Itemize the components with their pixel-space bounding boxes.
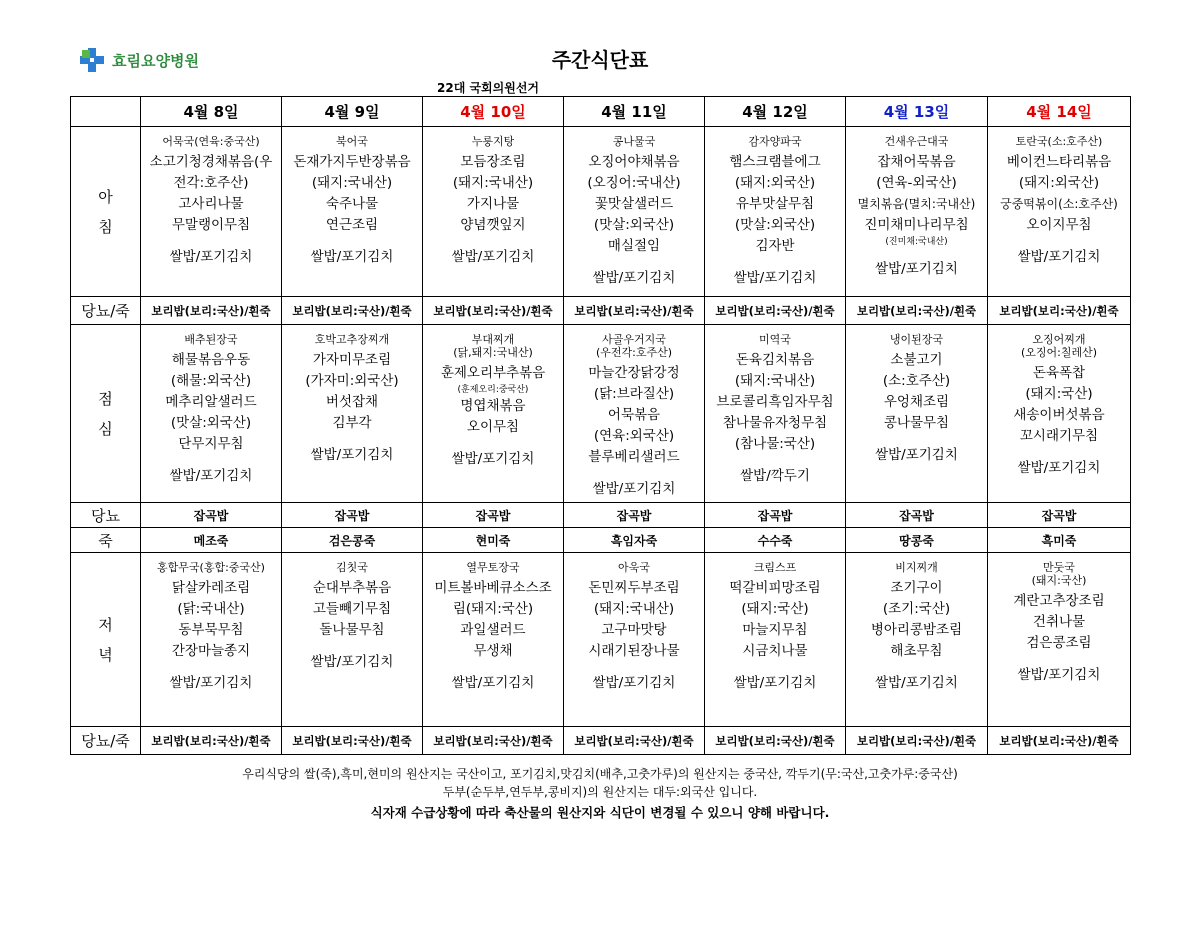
corner-cell xyxy=(71,97,141,127)
dish-item: (연육-외국산) xyxy=(876,175,957,191)
menu-cell xyxy=(282,553,423,727)
dish-item: (오징어:국내산) xyxy=(587,175,681,191)
dish-item: (조기:국산) xyxy=(882,601,951,617)
soup-label: 냉이된장국 xyxy=(889,333,944,346)
dish-item: (돼지:국내산) xyxy=(452,175,534,191)
diet-cell: 보리밥(보리:국산)/흰죽 xyxy=(705,297,846,325)
day-header: 4월 10일 xyxy=(423,97,564,127)
dish-item: (돼지:국내산) xyxy=(593,601,675,617)
dish-item: 가지나물 xyxy=(466,196,520,212)
dish-item: 김부각 xyxy=(332,415,372,431)
dish-item: 소불고기 xyxy=(890,352,943,368)
dish-item: 매실절임 xyxy=(607,238,661,254)
dish-item: 어묵볶음 xyxy=(607,407,661,423)
dish-item: (소:호주산) xyxy=(882,373,951,389)
dish-item: 유부맛살무침 xyxy=(735,196,815,212)
diet-cell: 보리밥(보리:국산)/흰죽 xyxy=(564,727,705,755)
rice-kimchi-item: 쌀밥/포기김치 xyxy=(451,675,535,691)
day-header: 4월 13일 xyxy=(846,97,988,127)
dish-item: 훈제오리부추볶음 xyxy=(440,365,546,381)
menu-cell xyxy=(423,127,564,297)
rice-kimchi-item: 쌀밥/포기김치 xyxy=(451,249,535,265)
dish-item: 가자미무조림 xyxy=(312,352,392,368)
menu-cell xyxy=(705,127,846,297)
dish-item: 고사리나물 xyxy=(178,196,244,212)
meal-label-breakfast: 아 침 xyxy=(71,127,141,297)
dish-item: 꽃맛살샐러드 xyxy=(594,196,674,212)
dish-item: 동부묵무침 xyxy=(178,622,244,638)
day-header: 4월 9일 xyxy=(282,97,423,127)
menu-cell xyxy=(705,553,846,727)
dish-item: 메추리알샐러드 xyxy=(165,394,257,410)
dish-item: 꼬시래기무침 xyxy=(1019,428,1099,444)
menu-cell xyxy=(988,325,1131,503)
row-label-diet-porridge: 당뇨/죽 xyxy=(71,727,141,755)
diet-cell: 보리밥(보리:국산)/흰죽 xyxy=(564,297,705,325)
porridge-cell: 메조죽 xyxy=(141,528,282,553)
dish-item: (훈제오리:중국산) xyxy=(457,385,529,395)
dinner-diet-row xyxy=(71,727,1131,755)
breakfast-diet-row xyxy=(71,297,1131,325)
diet-cell: 보리밥(보리:국산)/흰죽 xyxy=(282,297,423,325)
diet-cell: 보리밥(보리:국산)/흰죽 xyxy=(988,727,1131,755)
dish-item: 멸치볶음(멸치:국내산) xyxy=(857,197,976,211)
dish-item: 마늘지무침 xyxy=(742,622,808,638)
dish-item: 떡갈비피망조림 xyxy=(729,580,821,596)
menu-cell xyxy=(141,325,282,503)
dish-item: 마늘간장닭강정 xyxy=(588,365,680,381)
rice-kimchi-item: 쌀밥/포기김치 xyxy=(1017,460,1101,476)
rice-kimchi-item: 쌀밥/포기김치 xyxy=(310,249,394,265)
day-header: 4월 11일 xyxy=(564,97,705,127)
meal-label-dinner: 저 녁 xyxy=(71,553,141,727)
soup-label: 사골우거지국 xyxy=(602,333,666,346)
dish-item: 검은콩조림 xyxy=(1026,635,1092,651)
day-header: 4월 14일 xyxy=(988,97,1131,127)
dish-item: 닭살카레조림 xyxy=(171,580,251,596)
porridge-cell: 검은콩죽 xyxy=(282,528,423,553)
soup-label: 부대찌개 xyxy=(471,333,515,346)
menu-cell xyxy=(564,127,705,297)
dish-item: 돈재가지두반장볶음 xyxy=(293,154,411,170)
dish-item: (진미채:국내산) xyxy=(885,237,948,247)
dish-item: 잡채어묵볶음 xyxy=(877,154,956,170)
rice-kimchi-item: 쌀밥/포기김치 xyxy=(1017,249,1101,265)
soup-origin: (닭,돼지:국내산) xyxy=(453,346,533,359)
dish-item: (닭:국내산) xyxy=(177,601,245,617)
dish-item: 시래기된장나물 xyxy=(588,643,680,659)
dish-item: 단무지무침 xyxy=(178,436,244,452)
diet-cell: 보리밥(보리:국산)/흰죽 xyxy=(423,727,564,755)
soup-label: 김칫국 xyxy=(336,561,368,574)
menu-cell xyxy=(282,127,423,297)
porridge-cell: 수수죽 xyxy=(705,528,846,553)
porridge-cell: 땅콩죽 xyxy=(846,528,988,553)
row-label-porridge: 죽 xyxy=(71,528,141,553)
dish-item: 고구마맛탕 xyxy=(601,622,667,638)
soup-label: 배추된장국 xyxy=(184,333,238,346)
soup-label: 크림스프 xyxy=(753,561,797,574)
lunch-diabetic-row xyxy=(71,503,1131,528)
dish-item: 무생채 xyxy=(473,643,513,659)
rice-kimchi-item: 쌀밥/포기김치 xyxy=(875,261,958,277)
soup-label: 어묵국(연육:중국산) xyxy=(162,135,260,148)
soup-label: 홍합무국(홍합:중국산) xyxy=(157,561,265,574)
dish-item: 블루베리샐러드 xyxy=(588,449,680,465)
dish-item: 림(돼지:국산) xyxy=(452,601,534,617)
dish-item: 우엉채조림 xyxy=(883,394,950,410)
rice-kimchi-item: 쌀밥/깍두기 xyxy=(740,468,810,484)
menu-cell xyxy=(846,127,988,297)
dish-item: (연육:외국산) xyxy=(593,428,675,444)
diet-cell: 보리밥(보리:국산)/흰죽 xyxy=(423,297,564,325)
dish-item: 돌나물무침 xyxy=(319,622,385,638)
menu-cell xyxy=(564,553,705,727)
change-notice: 식자재 수급상황에 따라 축산물의 원산지와 식단이 변경될 수 있으니 양해 바랍니다. xyxy=(370,805,830,820)
menu-cell xyxy=(141,127,282,297)
rice-kimchi-item: 쌀밥/포기김치 xyxy=(875,675,958,691)
diet-cell: 보리밥(보리:국산)/흰죽 xyxy=(988,297,1131,325)
soup-label: 비지찌개 xyxy=(895,561,938,574)
dish-item: 돈민찌두부조림 xyxy=(588,580,680,596)
dish-item: 시금치나물 xyxy=(742,643,808,659)
diabetic-cell: 잡곡밥 xyxy=(988,503,1131,528)
diabetic-cell: 잡곡밥 xyxy=(846,503,988,528)
diabetic-cell: 잡곡밥 xyxy=(141,503,282,528)
dish-item: (돼지:국산) xyxy=(741,601,809,617)
rice-kimchi-item: 쌀밥/포기김치 xyxy=(733,675,817,691)
dish-item: (맛살:외국산) xyxy=(734,217,816,233)
menu-cell xyxy=(282,325,423,503)
soup-origin: (우전각:호주산) xyxy=(595,346,673,359)
soup-label: 누룽지탕 xyxy=(471,135,515,148)
hospital-name: 효림요양병원 xyxy=(112,51,199,70)
dish-item: 간장마늘종지 xyxy=(171,643,251,659)
menu-cell xyxy=(988,127,1131,297)
diet-cell: 보리밥(보리:국산)/흰죽 xyxy=(846,727,988,755)
diet-cell: 보리밥(보리:국산)/흰죽 xyxy=(705,727,846,755)
dish-item: 모듬장조림 xyxy=(460,154,526,170)
dish-item: 조기구이 xyxy=(890,580,943,596)
dish-item: 명엽채볶음 xyxy=(460,398,526,414)
soup-label: 건새우근대국 xyxy=(884,135,949,148)
soup-label: 아욱국 xyxy=(618,561,650,574)
porridge-cell: 흑미죽 xyxy=(988,528,1131,553)
rice-kimchi-item: 쌀밥/포기김치 xyxy=(592,270,676,286)
origin-notice-line-1: 우리식당의 쌀(죽),흑미,현미의 원산지는 국산이고, 포기김치,맛김치(배추,고춧가루)의 원산지는 중국산, 깍두기(무:국산,고춧가루:중국산) xyxy=(242,767,958,781)
dish-item: (해물:외국산) xyxy=(170,373,252,389)
dish-item: 참나물유자청무침 xyxy=(722,415,828,431)
diabetic-cell: 잡곡밥 xyxy=(705,503,846,528)
dish-item: 오이무침 xyxy=(466,419,520,435)
diabetic-cell: 잡곡밥 xyxy=(564,503,705,528)
soup-label: 토란국(소:호주산) xyxy=(1015,135,1103,148)
dinner-row xyxy=(71,553,1131,727)
lunch-porridge-row xyxy=(71,528,1131,553)
diabetic-cell: 잡곡밥 xyxy=(282,503,423,528)
dish-item: 연근조림 xyxy=(325,217,379,233)
soup-label: 감자양파국 xyxy=(748,135,802,148)
dish-item: 미트볼바베큐소스조 xyxy=(434,580,552,596)
day-header: 4월 12일 xyxy=(705,97,846,127)
dish-item: 진미채미나리무침 xyxy=(864,217,969,233)
menu-cell xyxy=(846,553,988,727)
dish-item: 콩나물무침 xyxy=(883,415,950,431)
dish-item: 순대부추볶음 xyxy=(312,580,392,596)
dish-item: 햄스크램블에그 xyxy=(729,154,821,170)
dish-item: (맛살:외국산) xyxy=(170,415,252,431)
dish-item: 무말랭이무침 xyxy=(171,217,251,233)
dish-item: 건취나물 xyxy=(1032,614,1086,630)
soup-origin: (돼지:국산) xyxy=(1031,574,1087,587)
dish-item: 과일샐러드 xyxy=(460,622,526,638)
dish-item: 새송이버섯볶음 xyxy=(1013,407,1105,423)
rice-kimchi-item: 쌀밥/포기김치 xyxy=(875,447,958,463)
rice-kimchi-item: 쌀밥/포기김치 xyxy=(169,468,253,484)
rice-kimchi-item: 쌀밥/포기김치 xyxy=(451,451,535,467)
dish-item: 고들빼기무침 xyxy=(312,601,392,617)
soup-label: 미역국 xyxy=(759,333,791,346)
dish-item: 소고기청경채볶음(우 xyxy=(149,154,273,170)
dish-item: 숙주나물 xyxy=(325,196,379,212)
dish-item: 김자반 xyxy=(755,238,795,254)
soup-label: 만둣국 xyxy=(1043,561,1075,574)
rice-kimchi-item: 쌀밥/포기김치 xyxy=(733,270,817,286)
menu-cell xyxy=(423,325,564,503)
soup-label: 북어국 xyxy=(336,135,368,148)
dish-item: (돼지:국내산) xyxy=(311,175,393,191)
dish-item: (돼지:외국산) xyxy=(734,175,816,191)
menu-cell xyxy=(846,325,988,503)
page-title: 주간식단표 xyxy=(551,48,649,72)
dish-item: (닭:브라질산) xyxy=(593,386,675,402)
porridge-cell: 현미죽 xyxy=(423,528,564,553)
dish-item: (참나물:국산) xyxy=(734,436,816,452)
soup-label: 열무토장국 xyxy=(466,561,520,574)
menu-cell xyxy=(423,553,564,727)
day-header: 4월 8일 xyxy=(141,97,282,127)
dish-item: 돈육김치볶음 xyxy=(735,352,815,368)
row-label-diet-porridge: 당뇨/죽 xyxy=(71,297,141,325)
soup-label: 오징어찌개 xyxy=(1032,333,1086,346)
dish-item: (맛살:외국산) xyxy=(593,217,675,233)
dish-item: (가자미:외국산) xyxy=(305,373,399,389)
day-header-row xyxy=(71,97,1131,127)
menu-cell xyxy=(564,325,705,503)
rice-kimchi-item: 쌀밥/포기김치 xyxy=(169,249,253,265)
dish-item: (돼지:국내산) xyxy=(734,373,816,389)
rice-kimchi-item: 쌀밥/포기김치 xyxy=(1017,667,1101,683)
diet-cell: 보리밥(보리:국산)/흰죽 xyxy=(846,297,988,325)
rice-kimchi-item: 쌀밥/포기김치 xyxy=(310,654,394,670)
dish-item: 전각:호주산) xyxy=(173,175,249,191)
menu-cell xyxy=(141,553,282,727)
dish-item: 베이컨느타리볶음 xyxy=(1006,154,1112,170)
dish-item: 오징어야채볶음 xyxy=(588,154,680,170)
soup-origin: (오징어:칠레산) xyxy=(1020,346,1098,359)
rice-kimchi-item: 쌀밥/포기김치 xyxy=(310,447,394,463)
breakfast-row xyxy=(71,127,1131,297)
soup-label: 콩나물국 xyxy=(612,135,656,148)
dish-item: 오이지무침 xyxy=(1026,217,1092,233)
weekly-menu-table xyxy=(70,96,1131,755)
diet-cell: 보리밥(보리:국산)/흰죽 xyxy=(141,727,282,755)
rice-kimchi-item: 쌀밥/포기김치 xyxy=(592,481,676,497)
dish-item: 브로콜리흑임자무침 xyxy=(716,394,834,410)
menu-cell xyxy=(988,553,1131,727)
menu-cell xyxy=(705,325,846,503)
meal-label-lunch: 점 심 xyxy=(71,325,141,503)
dish-item: 양념깻잎지 xyxy=(460,217,526,233)
diet-cell: 보리밥(보리:국산)/흰죽 xyxy=(141,297,282,325)
rice-kimchi-item: 쌀밥/포기김치 xyxy=(169,675,253,691)
soup-label: 호박고추장찌개 xyxy=(314,333,390,346)
lunch-row xyxy=(71,325,1131,503)
dish-item: 해초무침 xyxy=(890,643,943,659)
dish-item: 해물볶음우동 xyxy=(171,352,251,368)
dish-item: 병아리콩밤조림 xyxy=(870,622,963,638)
porridge-cell: 흑임자죽 xyxy=(564,528,705,553)
election-note: 22대 국회의원선거 xyxy=(437,81,540,95)
dish-item: (돼지:국산) xyxy=(1025,386,1093,402)
rice-kimchi-item: 쌀밥/포기김치 xyxy=(592,675,676,691)
dish-item: (돼지:외국산) xyxy=(1018,175,1100,191)
dish-item: 궁중떡볶이(소:호주산) xyxy=(1000,197,1118,211)
origin-notice-line-2: 두부(순두부,연두부,콩비지)의 원산지는 대두:외국산 입니다. xyxy=(442,785,758,799)
dish-item: 버섯잡채 xyxy=(325,394,379,410)
diet-cell: 보리밥(보리:국산)/흰죽 xyxy=(282,727,423,755)
dish-item: 돈육폭찹 xyxy=(1032,365,1086,381)
row-label-diabetic: 당뇨 xyxy=(71,503,141,528)
diabetic-cell: 잡곡밥 xyxy=(423,503,564,528)
dish-item: 계란고추장조림 xyxy=(1013,593,1105,609)
